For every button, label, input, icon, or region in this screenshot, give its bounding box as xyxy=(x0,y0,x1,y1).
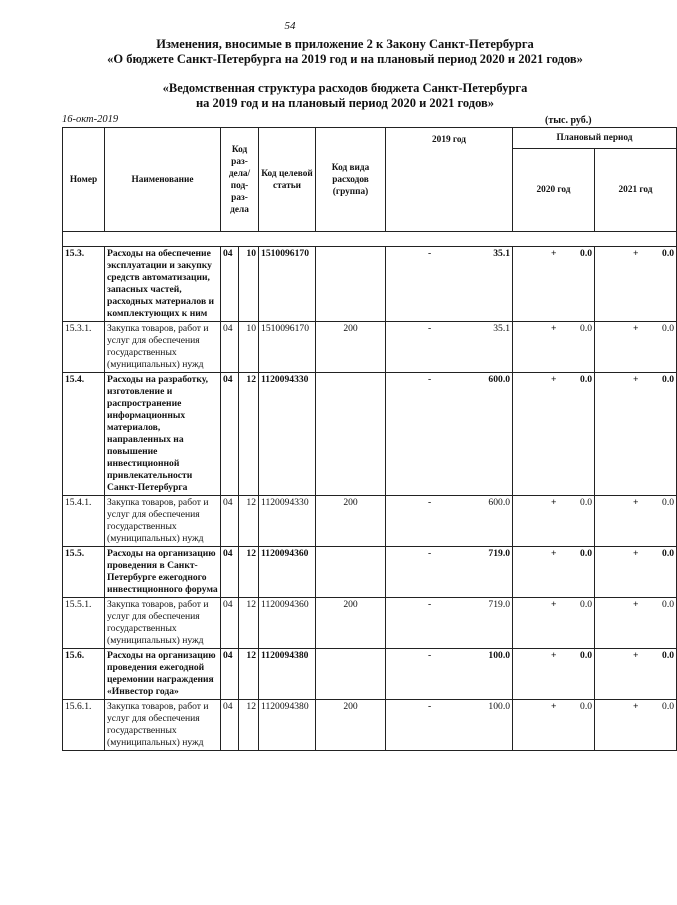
row-subsection-code: 12 xyxy=(239,700,259,751)
header-line-1: Изменения, вносимые в приложение 2 к Закону Санкт-Петербурга xyxy=(156,37,534,51)
row-2019 xyxy=(386,598,513,649)
row-2020-value: 0.0 xyxy=(580,650,593,661)
row-subsection-code: 12 xyxy=(239,649,259,700)
row-2021 xyxy=(595,322,677,373)
budget-table-body xyxy=(63,247,677,751)
row-name: Расходы на организацию проведения в Санкт-Петербурге ежегодного инвестиционного форума xyxy=(105,547,221,598)
row-2020 xyxy=(513,373,595,496)
row-name: Расходы на разработку, изготовление и распространение информационных материалов, направленных на повышение инвестиционной привлекательности Санкт-Петербурга xyxy=(105,373,221,496)
document-date: 16-окт-2019 xyxy=(62,114,119,125)
row-subsection-code: 10 xyxy=(239,247,259,322)
row-2019-sign: - xyxy=(428,374,432,385)
row-2020-sign: + xyxy=(551,248,557,259)
row-section-code: 04 xyxy=(221,700,239,751)
row-2021 xyxy=(595,700,677,751)
row-2019 xyxy=(386,373,513,496)
row-2020 xyxy=(513,247,595,322)
row-number: 15.6. xyxy=(63,649,105,700)
row-target-code: 1120094330 xyxy=(259,496,316,547)
row-number: 15.4.1. xyxy=(63,496,105,547)
row-expense-type xyxy=(316,547,386,598)
row-number: 15.5.1. xyxy=(63,598,105,649)
row-2021 xyxy=(595,547,677,598)
row-2020 xyxy=(513,322,595,373)
row-number: 15.5. xyxy=(63,547,105,598)
row-2020-sign: + xyxy=(551,548,557,559)
row-2021 xyxy=(595,649,677,700)
row-2021 xyxy=(595,247,677,322)
row-2021-value: 0.0 xyxy=(662,497,675,508)
table-row xyxy=(63,649,677,700)
row-expense-type xyxy=(316,247,386,322)
row-2021-value: 0.0 xyxy=(662,548,675,559)
row-number: 15.4. xyxy=(63,373,105,496)
row-name: Закупка товаров, работ и услуг для обеспечения государственных (муниципальных) нужд xyxy=(105,496,221,547)
row-2021-sign: + xyxy=(633,548,639,559)
row-2021-sign: + xyxy=(633,248,639,259)
row-2020-sign: + xyxy=(551,650,557,661)
row-2019-sign: - xyxy=(428,599,432,610)
row-2019-sign: - xyxy=(428,650,432,661)
row-2019-sign: - xyxy=(428,548,432,559)
table-row xyxy=(63,700,677,751)
row-2020-value: 0.0 xyxy=(580,701,593,712)
row-2021-sign: + xyxy=(633,374,639,385)
budget-table xyxy=(62,127,677,751)
row-number: 15.3. xyxy=(63,247,105,322)
row-name: Расходы на обеспечение эксплуатации и закупку средств автоматизации, запасных частей, расходных материалов и комплектующих к ним xyxy=(105,247,221,322)
row-2019-sign: - xyxy=(428,497,432,508)
row-section-code: 04 xyxy=(221,247,239,322)
row-2021 xyxy=(595,598,677,649)
col-header-planned: Плановый период xyxy=(513,128,677,149)
col-header-target: Код целевой статьи xyxy=(259,128,316,232)
col-header-number: Номер xyxy=(63,128,105,232)
row-2019 xyxy=(386,247,513,322)
row-2019 xyxy=(386,649,513,700)
row-2019-value: 100.0 xyxy=(488,701,511,712)
row-2021-sign: + xyxy=(633,599,639,610)
col-header-2020: 2020 год xyxy=(513,149,595,232)
row-expense-type xyxy=(316,373,386,496)
row-2020-sign: + xyxy=(551,374,557,385)
row-section-code: 04 xyxy=(221,322,239,373)
row-2019 xyxy=(386,496,513,547)
row-2019-sign: - xyxy=(428,323,432,334)
row-2020-value: 0.0 xyxy=(580,497,593,508)
row-name: Расходы на организацию проведения ежегодной церемонии награждения «Инвестор года» xyxy=(105,649,221,700)
row-2021-sign: + xyxy=(633,701,639,712)
row-target-code: 1120094380 xyxy=(259,700,316,751)
table-row xyxy=(63,598,677,649)
col-header-name: Наименование xyxy=(105,128,221,232)
row-subsection-code: 12 xyxy=(239,496,259,547)
table-row xyxy=(63,547,677,598)
row-target-code: 1120094380 xyxy=(259,649,316,700)
row-2019-value: 600.0 xyxy=(488,497,511,508)
page-number: 54 xyxy=(284,20,296,32)
row-name: Закупка товаров, работ и услуг для обеспечения государственных (муниципальных) нужд xyxy=(105,322,221,373)
header-spacer-row xyxy=(63,232,677,247)
units-label: (тыс. руб.) xyxy=(545,115,592,126)
row-2021-value: 0.0 xyxy=(662,248,675,259)
row-2020-value: 0.0 xyxy=(580,248,593,259)
row-2019 xyxy=(386,700,513,751)
row-2020-value: 0.0 xyxy=(580,599,593,610)
table-row xyxy=(63,322,677,373)
row-2019-value: 100.0 xyxy=(488,650,511,661)
row-section-code: 04 xyxy=(221,598,239,649)
row-subsection-code: 10 xyxy=(239,322,259,373)
col-header-2019: 2019 год xyxy=(386,128,513,232)
row-2020-sign: + xyxy=(551,701,557,712)
row-2019-value: 35.1 xyxy=(493,248,511,259)
table-row xyxy=(63,247,677,322)
row-subsection-code: 12 xyxy=(239,598,259,649)
row-2021-sign: + xyxy=(633,650,639,661)
row-target-code: 1120094330 xyxy=(259,373,316,496)
row-subsection-code: 12 xyxy=(239,547,259,598)
row-2019 xyxy=(386,547,513,598)
row-2021 xyxy=(595,496,677,547)
table-row xyxy=(63,496,677,547)
row-2020 xyxy=(513,598,595,649)
row-section-code: 04 xyxy=(221,373,239,496)
row-2019-value: 35.1 xyxy=(493,323,511,334)
header-line-4: на 2019 год и на плановый период 2020 и 2021 годов» xyxy=(195,96,495,110)
col-header-expense-type: Код вида расходов (группа) xyxy=(316,128,386,232)
row-name: Закупка товаров, работ и услуг для обеспечения государственных (муниципальных) нужд xyxy=(105,700,221,751)
col-header-section: Код раз- дела/ под- раз- дела xyxy=(221,128,259,232)
row-expense-type xyxy=(316,649,386,700)
col-header-2021: 2021 год xyxy=(595,149,677,232)
header-line-3: «Ведомственная структура расходов бюджета Санкт-Петербурга xyxy=(162,81,528,95)
row-target-code: 1120094360 xyxy=(259,547,316,598)
row-2020-sign: + xyxy=(551,497,557,508)
row-section-code: 04 xyxy=(221,649,239,700)
row-2020 xyxy=(513,496,595,547)
row-number: 15.3.1. xyxy=(63,322,105,373)
row-2020-value: 0.0 xyxy=(580,374,593,385)
row-2020-value: 0.0 xyxy=(580,548,593,559)
row-target-code: 1510096170 xyxy=(259,322,316,373)
row-2021-sign: + xyxy=(633,497,639,508)
row-subsection-code: 12 xyxy=(239,373,259,496)
row-2021-value: 0.0 xyxy=(662,374,675,385)
row-2021-value: 0.0 xyxy=(662,323,675,334)
row-2019 xyxy=(386,322,513,373)
row-2020-sign: + xyxy=(551,323,557,334)
row-target-code: 1510096170 xyxy=(259,247,316,322)
row-2021-value: 0.0 xyxy=(662,599,675,610)
row-2021-sign: + xyxy=(633,323,639,334)
row-2020 xyxy=(513,700,595,751)
table-row xyxy=(63,373,677,496)
row-target-code: 1120094360 xyxy=(259,598,316,649)
row-2021-value: 0.0 xyxy=(662,701,675,712)
row-name: Закупка товаров, работ и услуг для обеспечения государственных (муниципальных) нужд xyxy=(105,598,221,649)
row-2019-sign: - xyxy=(428,701,432,712)
row-section-code: 04 xyxy=(221,547,239,598)
row-2019-value: 600.0 xyxy=(488,374,511,385)
row-2020 xyxy=(513,649,595,700)
row-2020-value: 0.0 xyxy=(580,323,593,334)
row-2021-value: 0.0 xyxy=(662,650,675,661)
row-2020-sign: + xyxy=(551,599,557,610)
header-line-2: «О бюджете Санкт-Петербурга на 2019 год и на плановый период 2020 и 2021 годов» xyxy=(107,52,583,66)
row-2020 xyxy=(513,547,595,598)
row-2019-value: 719.0 xyxy=(488,548,511,559)
row-expense-type: 200 xyxy=(316,598,386,649)
row-expense-type: 200 xyxy=(316,496,386,547)
row-number: 15.6.1. xyxy=(63,700,105,751)
row-expense-type: 200 xyxy=(316,700,386,751)
row-2019-value: 719.0 xyxy=(488,599,511,610)
row-2021 xyxy=(595,373,677,496)
row-2019-sign: - xyxy=(428,248,432,259)
row-section-code: 04 xyxy=(221,496,239,547)
row-expense-type: 200 xyxy=(316,322,386,373)
